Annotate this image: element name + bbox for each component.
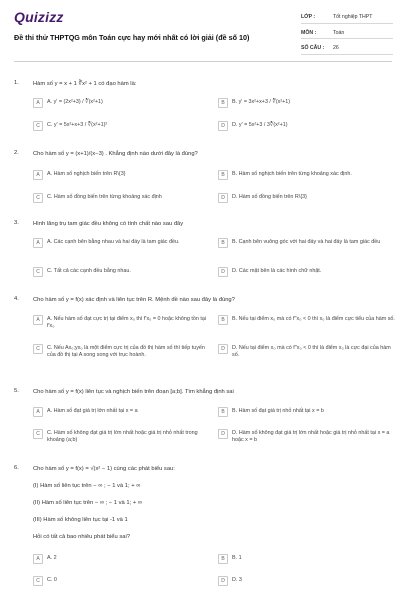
option-a[interactable] xyxy=(33,316,211,330)
meta-key: MÔN : xyxy=(301,29,317,36)
option-b[interactable] xyxy=(218,99,396,108)
page-title: Đề thi thử THPTQG môn Toán cực hay mới nhất có lời giải (đề số 10) xyxy=(14,33,250,42)
question-text: Hàm số y = x + 1 ∛x² + 1 có đạo hàm là: xyxy=(33,81,137,87)
option-text: B. Cạnh bên vuông góc với hai đáy và hai đáy là tam giác đều xyxy=(232,239,381,245)
meta-key: LỚP : xyxy=(301,14,316,21)
option-letter: C xyxy=(33,576,43,586)
meta-row-class xyxy=(301,12,393,24)
meta-row-count xyxy=(301,43,393,55)
option-a[interactable] xyxy=(33,171,211,180)
option-letter: D xyxy=(218,267,228,277)
option-text: C. Tất cả các cạnh đều bằng nhau. xyxy=(47,268,131,274)
option-text: B. Hàm số đạt giá trị nhỏ nhất tại x = b xyxy=(232,408,324,414)
option-text: D. Các mặt bên là các hình chữ nhật. xyxy=(232,268,322,274)
meta-table xyxy=(301,12,393,59)
option-text: D. Hàm số không đạt giá trị lớn nhất hoặc giá trị nhỏ nhất tại x = a hoặc x = b xyxy=(232,430,390,443)
question-number: 3. xyxy=(14,220,19,226)
question-number: 4. xyxy=(14,296,19,302)
statement-3: (III) Hàm số không liên tục tại -1 và 1 xyxy=(33,517,128,523)
option-b[interactable] xyxy=(218,316,396,325)
option-text: A. Hàm số nghịch biến trên R\{3} xyxy=(47,171,126,177)
option-letter: B xyxy=(218,98,228,108)
meta-row-subject xyxy=(301,28,393,40)
header-divider xyxy=(14,61,392,62)
option-d[interactable] xyxy=(218,122,396,131)
option-a[interactable] xyxy=(33,555,211,564)
question-text: Hình lăng trụ tam giác đều không có tính chất nào sau đây xyxy=(33,221,184,227)
option-text: B. y' = 3x²+x+3 / ∛(x²+1) xyxy=(232,99,291,105)
option-d[interactable] xyxy=(218,430,396,444)
option-c[interactable] xyxy=(33,577,211,586)
option-a[interactable] xyxy=(33,408,211,417)
option-b[interactable] xyxy=(218,171,396,180)
option-text: B. Nếu tại điểm x₀ mà có f''x₀ < 0 thì x₀ là điểm cực tiểu của hàm số. xyxy=(232,316,395,322)
question-number: 5. xyxy=(14,388,19,394)
statement-1: (I) Hàm số liên tục trên − ∞ ; − 1 và 1; + ∞ xyxy=(33,483,141,489)
option-text: D. y' = 5x²+3 / 3∛(x²+1) xyxy=(232,122,288,128)
option-b[interactable] xyxy=(218,239,396,248)
option-text: A. Các cạnh bên bằng nhau và hai đáy là tam giác đều. xyxy=(47,239,180,245)
option-letter: D xyxy=(218,344,228,354)
meta-value: Tốt nghiệp THPT xyxy=(333,14,373,21)
meta-value: Toán xyxy=(333,29,345,36)
option-a[interactable] xyxy=(33,99,211,108)
option-text: B. Hàm số nghịch biến trên từng khoảng xác định. xyxy=(232,171,352,177)
question-number: 6. xyxy=(14,465,19,471)
option-d[interactable] xyxy=(218,268,396,277)
option-letter: C xyxy=(33,267,43,277)
option-letter: B xyxy=(218,315,228,325)
option-letter: C xyxy=(33,344,43,354)
question-text: Cho hàm số y = f(x) xác định và liên tục trên R. Mệnh đề nào sau đây là đúng? xyxy=(33,297,235,303)
option-text: D. Hàm số đồng biến trên R\{3} xyxy=(232,194,307,200)
option-letter: A xyxy=(33,98,43,108)
option-b[interactable] xyxy=(218,555,396,564)
option-text: A. y' = (2x²+3) / ∛(x²+1) xyxy=(47,99,103,105)
option-letter: C xyxy=(33,193,43,203)
option-c[interactable] xyxy=(33,345,211,359)
question-number: 1. xyxy=(14,80,19,86)
option-text: D. Nếu tại điểm x₀ mà có f''x₀ < 0 thì là điểm x₀ là cực đại của hàm số. xyxy=(232,345,391,358)
option-letter: D xyxy=(218,576,228,586)
option-letter: A xyxy=(33,170,43,180)
option-text: A. 2 xyxy=(47,555,57,561)
option-text: A. Nếu hàm số đạt cực trị tại điểm x₀ thì f'x₀ = 0 hoặc không tồn tại f'x₀ xyxy=(47,316,207,329)
meta-value: 26 xyxy=(333,45,339,52)
option-text: C. Hàm số không đạt giá trị lớn nhất hoặc giá trị nhỏ nhất trong khoảng (a;b) xyxy=(47,430,198,443)
option-letter: C xyxy=(33,121,43,131)
option-letter: D xyxy=(218,193,228,203)
option-letter: B xyxy=(218,554,228,564)
option-d[interactable] xyxy=(218,345,396,359)
question-text: Cho hàm số y = (x+1)/(x−3) . Khẳng định nào dưới đây là đúng? xyxy=(33,151,198,157)
option-text: C. Hàm số đồng biến trên từng khoảng xác định xyxy=(47,194,162,200)
question-text: Cho hàm số y = f(x) = √(x² − 1) cùng các phát biểu sau: xyxy=(33,466,175,472)
option-a[interactable] xyxy=(33,239,211,248)
option-d[interactable] xyxy=(218,194,396,203)
option-c[interactable] xyxy=(33,122,211,131)
option-letter: B xyxy=(218,407,228,417)
option-b[interactable] xyxy=(218,408,396,417)
option-text: C. y' = 5x²+x+3 / ∛(x²+1)² xyxy=(47,122,108,128)
option-text: D. 3 xyxy=(232,577,242,583)
statement-2: (II) Hàm số liên tục trên − ∞ ; − 1 và 1; + ∞ xyxy=(33,500,142,506)
quizizz-logo: Quizizz xyxy=(14,9,64,25)
question-prompt: Hỏi có tất cả bao nhiêu phát biểu sai? xyxy=(33,534,131,540)
option-d[interactable] xyxy=(218,577,396,586)
question-text: Cho hàm số y = f(x) liên tục và nghịch biến trên đoạn [a;b]. Tìm khẳng định sai xyxy=(33,389,234,395)
option-letter: A xyxy=(33,238,43,248)
option-letter: D xyxy=(218,121,228,131)
option-text: B. 1 xyxy=(232,555,242,561)
option-c[interactable] xyxy=(33,268,211,277)
option-letter: C xyxy=(33,429,43,439)
meta-key: SỐ CÂU : xyxy=(301,45,325,52)
option-letter: A xyxy=(33,315,43,325)
option-letter: D xyxy=(218,429,228,439)
option-letter: A xyxy=(33,554,43,564)
option-letter: A xyxy=(33,407,43,417)
question-number: 2. xyxy=(14,150,19,156)
option-text: C. Nếu Ax₀;yx₀ là một điểm cực trị của đồ thị hàm số thì tiếp tuyến của đồ thị tại A song song với trục hoành. xyxy=(47,345,205,358)
option-text: C. 0 xyxy=(47,577,57,583)
option-c[interactable] xyxy=(33,194,211,203)
option-letter: B xyxy=(218,238,228,248)
option-c[interactable] xyxy=(33,430,211,444)
option-letter: B xyxy=(218,170,228,180)
option-text: A. Hàm số đạt giá trị lớn nhất tại x = a xyxy=(47,408,138,414)
